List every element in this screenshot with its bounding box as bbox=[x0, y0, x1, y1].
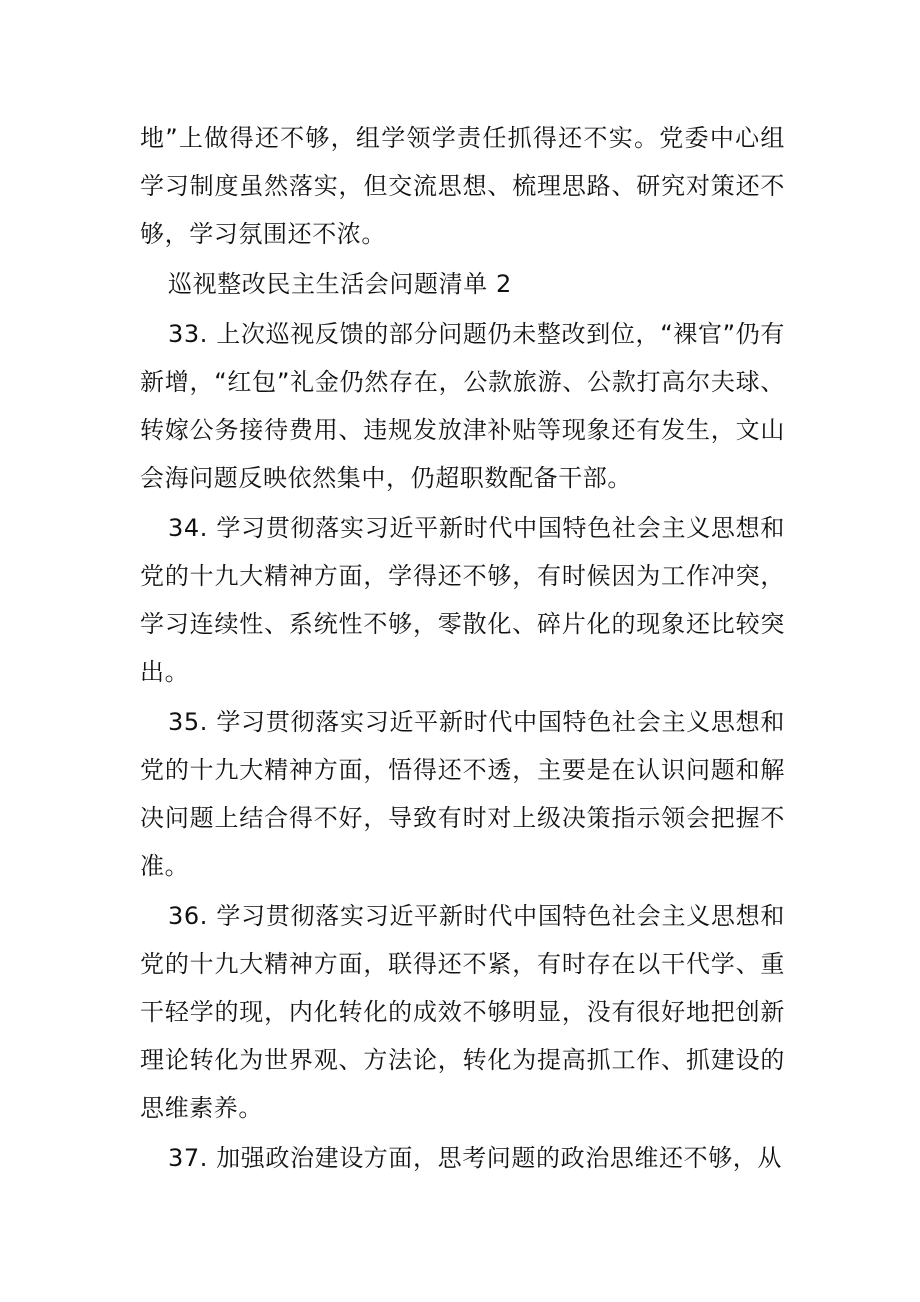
paragraph-item-34: 34. 学习贯彻落实习近平新时代中国特色社会主义思想和党的十九大精神方面，学得还不够，有时候因为工作冲突，学习连续性、系统性不够，零散化、碎片化的现象还比较突出。 bbox=[140, 514, 785, 686]
paragraph-item-37: 37. 加强政治建设方面，思考问题的政治思维还不够，从 bbox=[168, 1144, 782, 1172]
paragraph-item-36: 36. 学习贯彻落实习近平新时代中国特色社会主义思想和党的十九大精神方面，联得还不紧，有时存在以干代学、重干轻学的现，内化转化的成效不够明显，没有很好地把创新理论转化为世界观、方法论，转化为提高抓工作、抓建设的思维素养。 bbox=[140, 902, 785, 1122]
paragraph-item-33: 33. 上次巡视反馈的部分问题仍未整改到位，“裸官”仍有新增，“红包”礼金仍然存在，公款旅游、公款打高尔夫球、转嫁公务接待费用、违规发放津补贴等现象还有发生，文山会海问题反映依然集中，仍超职数配备干部。 bbox=[140, 320, 785, 492]
document-page bbox=[140, 114, 785, 1182]
paragraph-intro: 地”上做得还不够，组学领学责任抓得还不实。党委中心组学习制度虽然落实，但交流思想、梳理思路、研究对策还不够，学习氛围还不浓。 bbox=[140, 124, 785, 248]
section-heading: 巡视整改民主生活会问题清单 2 bbox=[168, 270, 512, 298]
paragraph-item-35: 35. 学习贯彻落实习近平新时代中国特色社会主义思想和党的十九大精神方面，悟得还不透，主要是在认识问题和解决问题上结合得不好，导致有时对上级决策指示领会把握不准。 bbox=[140, 708, 785, 880]
